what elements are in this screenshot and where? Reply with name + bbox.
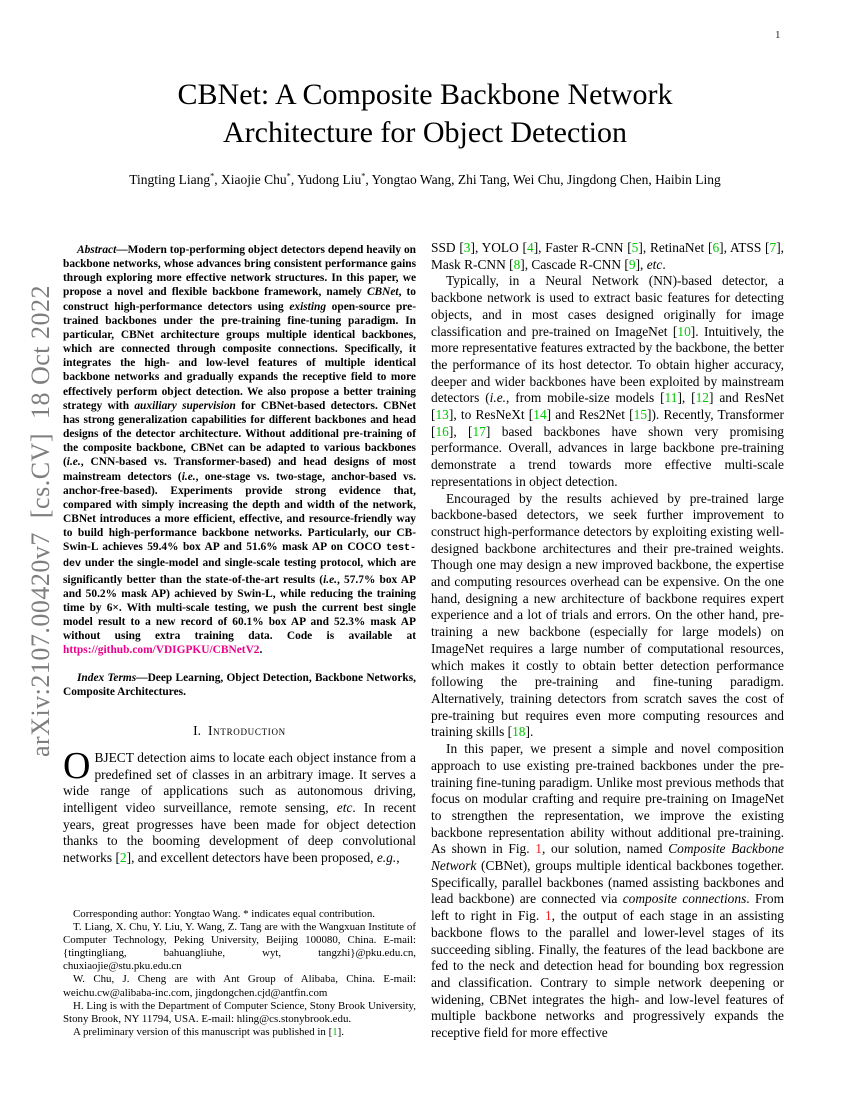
intro-paragraph [63,744,416,867]
footnote-corresponding-author: Corresponding author: Yongtao Wang. * indicates equal contribution. [73,908,376,920]
citation-link[interactable]: 18 [512,724,526,740]
arxiv-watermark: arXiv:2107.00420v7 [cs.CV] 18 Oct 2022 [26,284,55,758]
github-link[interactable]: https://github.com/VDIGPKU/CBNetV2 [63,644,260,657]
citation-link[interactable]: 1 [332,1025,338,1038]
authors-line: Tingting Liang*, Xiaojie Chu*, Yudong Liu*, Yongtao Wang, Zhi Tang, Wei Chu, Jingdong Chen, Haibin Ling [129,171,721,187]
footnote-preliminary-version: A preliminary version of this manuscript was published in [1]. [73,1025,345,1038]
figure-link[interactable]: 1 [544,908,552,924]
citation-link[interactable]: 14 [533,407,547,423]
citation-link[interactable]: 13 [435,407,449,423]
paragraph-proposal: In this paper, we present a simple and novel composition approach to use existing pre-trained backbones under the pre-training fine-tuning paradigm. Unlike most previous methods that focus on modular crafting and require pre-training on ImageNet to strengthen the representation, we improve the existing backbone representation ability without additional pre-training. As shown in Fig. 1, our solution, named Composite Backbone Network (CBNet), groups multiple identical backbones together. Specifically, parallel backbones (named assisting backbones and lead backbone) are connected via composite connections. From left to right in Fig. 1, the output of each stage in an assisting backbone flows to the parallel and lower-level stages of its succeeding sibling. Finally, the features of the lead backbone are fed to the neck and detection head for bounding box regression and classification. Contrary to simple network deepening or widening, CBNet integrates the high- and low-level features of multiple backbone networks and progressively expands the receptive field for more effective [431,741,784,1041]
citation-link[interactable]: 9 [628,256,636,272]
citation-link[interactable]: 8 [513,256,521,272]
citation-link[interactable]: 16 [435,423,449,439]
paragraph-motivation: Encouraged by the results achieved by pre-trained large backbone-based detectors, we seek further improvement to construct high-performance detectors by exploiting existing well-designed backbone architectures and their pre-trained weights. Though one may design a new improved backbone, the expertise and computing resources overhead can be expensive. On the one hand, designing a new architecture of backbone requires expert experience and a lot of trials and errors. On the other hand, pre-training a new backbone (especially for large models) on ImageNet requires a large number of computational resources, which makes it costly to obtain better detection performance following the pre-training and fine-tuning paradigm. Alternatively, training detectors from scratch saves the cost of pre-training but requires even more computing resources and training skills [18]. [431,490,784,740]
citation-link[interactable]: 11 [664,390,678,406]
footnotes-block [63,908,416,1039]
footnote-stony-brook-affiliation: H. Ling is with the Department of Computer Science, Stony Brook University, Stony Brook, NY 11794, USA. E-mail: hling@cs.stonybrook.edu. [63,999,416,1025]
index-terms-paragraph: Index Terms—Deep Learning, Object Detection, Backbone Networks, Composite Architectures. [63,671,416,698]
drop-cap: O [63,744,91,787]
citation-link[interactable]: 17 [472,423,486,439]
figure-link[interactable]: 1 [535,841,542,857]
title-block [0,76,850,188]
footnote-pku-affiliation: T. Liang, X. Chu, Y. Liu, Y. Wang, Z. Tang are with the Wangxuan Institute of Computer Technology, Peking University, Beijing 100080, China. E-mail: {tingtingliang, bahuangliuhe, wyt, tangzhi}@pku.edu.cn, chuxiaojie@stu.pku.edu.cn [63,921,416,973]
section-title: Introduction [207,722,286,738]
page-number: 1 [775,29,781,41]
citation-link[interactable]: 7 [769,240,777,255]
citation-link[interactable]: 12 [695,390,709,406]
paper-title [0,76,850,152]
citation-link[interactable]: 4 [527,240,534,255]
citation-link[interactable]: 15 [633,407,648,423]
footnote-ant-group-affiliation: W. Chu, J. Cheng are with Ant Group of Alibaba, China. E-mail: weichu.cw@alibaba-inc.com, jingdongchen.cjd@antfin.com [63,973,416,999]
section-heading-introduction [63,723,416,739]
right-column [431,240,784,1042]
abstract-paragraph: Abstract—Modern top-performing object detectors depend heavily on backbone networks, whose advances bring consistent performance gains through exploring more effective network structures. In this paper, we propose a novel and flexible backbone framework, namely CBNet, to construct high-performance detectors using existing open-source pre-trained backbones under the pre-training fine-tuning paradigm. In particular, CBNet architecture groups multiple identical backbones, which are connected through composite connections. Specifically, it integrates the high- and low-level features of multiple identical backbone networks and gradually expands the receptive field to more effectively perform object detection. We also propose a better training strategy with auxiliary supervision for CBNet-based detectors. CBNet has strong generalization capabilities for different backbones and head designs of the detector architecture. Without additional pre-training of the composite backbone, CBNet can be adapted to various backbones (i.e., CNN-based vs. Transformer-based) and head designs of most mainstream detectors (i.e., one-stage vs. two-stage, anchor-based vs. anchor-free-based). Experiments provide strong evidence that, compared with simply increasing the depth and width of the network, CBNet introduces a more efficient, effective, and resource-friendly way to build high-performance backbone networks. Particularly, our CB-Swin-L achieves 59.4% box AP and 51.6% mask AP on COCO test-dev under the single-model and single-scale testing protocol, which are significantly better than the state-of-the-art results (i.e., 57.7% box AP and 50.2% mask AP) achieved by Swin-L, while reducing the training time by 6×. With multi-scale testing, we push the current best single model result to a new record of 60.1% box AP and 52.3% mask AP without using extra training data. Code is available at https://github.com/VDIGPKU/CBNetV2. [63,244,417,657]
citation-link[interactable]: 6 [712,240,720,255]
paragraph-detectors-list: SSD [3], YOLO [4], Faster R-CNN [5], RetinaNet [6], ATSS [7], Mask R-CNN [8], Cascade R-CNN [9], etc. [431,240,785,272]
paper-title-line1: CBNet: A Composite Backbone Network [177,78,673,111]
paper-title-line2: Architecture for Object Detection [223,116,627,149]
citation-link[interactable]: 3 [463,240,471,255]
citation-link[interactable]: 10 [677,323,691,339]
citation-link[interactable]: 2 [119,850,127,866]
citation-link[interactable]: 5 [631,240,639,255]
section-number: I. [193,722,201,738]
intro-paragraph-text: BJECT detection aims to locate each object instance from a predefined set of classes in an arbitrary image. It serves a wide range of applications such as autonomous driving, intelligent video surveillance, remote sensing, etc. In recent years, great progresses have been made for object detection thanks to the booming development of deep convolutional networks [2], and excellent detectors have been proposed, e.g., [63,749,416,866]
paragraph-backbone-overview: Typically, in a Neural Network (NN)-based detector, a backbone network is used to extract basic features for detecting objects, and in most cases designed originally for image classification and pre-trained on ImageNet [10]. Intuitively, the more representative features extracted by the backbone, the better the performance of its host detector. To obtain higher accuracy, deeper and wider backbones have been exploited by mainstream detectors (i.e., from mobile-size models [11], [12] and ResNet [13], to ResNeXt [14] and Res2Net [15]). Recently, Transformer [16], [17] based backbones have shown very promising performance. Overall, advances in large backbone pre-training demonstrate a trend towards more effective multi-scale representations in object detection. [431,273,784,489]
